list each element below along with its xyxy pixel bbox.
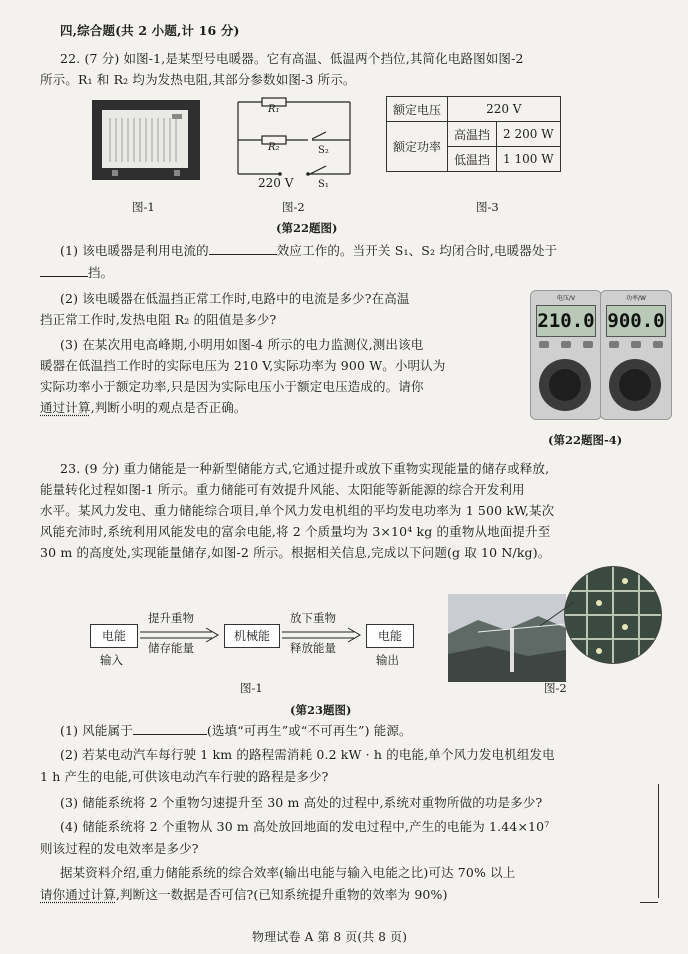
r1-label: R₁: [268, 104, 280, 115]
heater-photo: [92, 100, 200, 180]
page-footer: 物理试卷 A 第 8 页(共 8 页): [252, 930, 408, 944]
q22-part3-line4: [40, 399, 247, 417]
power-meter-reading: 900.0: [606, 305, 666, 337]
flow-arrow2-top: 放下重物: [290, 611, 336, 625]
high-gear-value: 2 200 W: [497, 122, 561, 147]
circuit-diagram: [230, 94, 360, 190]
q22-part3-emphasis: 通过计算: [40, 400, 91, 415]
q23-part4-line2: 则该过程的发电效率是多少?: [40, 841, 199, 856]
voltage-label: 220 V: [258, 176, 294, 190]
section-title: 四,综合题(共 2 小题,计 16 分): [60, 23, 240, 38]
q23-part5-line1: 据某资料介绍,重力储能系统的综合效率(输出电能与输入电能之比)可达 70% 以上: [60, 865, 516, 880]
q22-part1-text-a: (1) 该电暖器是利用电流的: [60, 243, 209, 258]
q23-stem-line4: 风能充沛时,系统利用风能发电的富余电能,将 2 个质量均为 3×10⁴ kg 的重物从地面提升至: [40, 524, 551, 539]
fig1-caption: 图-1: [132, 200, 155, 214]
q23-stem-line1: 23. (9 分) 重力储能是一种新型储能方式,它通过提升或放下重物实现能量的储存或释放,: [60, 461, 550, 476]
q23-stem-line2: 能量转化过程如图-1 所示。重力储能可有效提升风能、太阳能等新能源的综合开发利用: [40, 482, 525, 497]
flow-input-label: 输入: [100, 653, 123, 667]
flow-box-mechanical: 机械能: [224, 624, 280, 648]
low-gear-value: 1 100 W: [497, 147, 561, 172]
fig2-caption: 图-2: [282, 200, 305, 214]
q23-stem-line5: 30 m 的高度处,实现能量储存,如图-2 所示。根据相关信息,完成以下问题(g 取 10 N/kg)。: [40, 545, 551, 560]
answer-blank[interactable]: [209, 242, 277, 255]
answer-blank[interactable]: [133, 722, 207, 735]
high-gear-label: 高温挡: [448, 122, 497, 147]
q22-part3-line3: 实际功率小于额定功率,只是因为实际电压小于额定电压造成的。请你: [40, 379, 424, 394]
q22-part1-text-b: 效应工作的。当开关 S₁、S₂ 均闭合时,电暖器处于: [276, 243, 558, 258]
q23-part5-emphasis: 请你通过计算: [40, 887, 116, 902]
q23-part1-text-a: (1) 风能属于: [60, 723, 133, 738]
q23-part2-line2: 1 h 产生的电能,可供该电动汽车行驶的路程是多少?: [40, 769, 329, 784]
q22-part3-line2: 暖器在低温挡工作时的实际电压为 210 V,实际功率为 900 W。小明认为: [40, 358, 446, 373]
fig4-caption: (第22题图-4): [548, 433, 623, 447]
q22-part1: [60, 242, 557, 260]
flow-arrow2-bottom: 释放能量: [290, 641, 336, 655]
q23-part1-text-b: (选填“可再生”或“不可再生”) 能源。: [206, 723, 412, 738]
q22-stem-line1: 22. (7 分) 如图-1,是某型号电暖器。它有高温、低温两个挡位,其简化电路图如图-2: [60, 51, 524, 66]
q23-part5-line2: [40, 886, 448, 904]
q23-part3: (3) 储能系统将 2 个重物匀速提升至 30 m 高处的过程中,系统对重物所做的功是多少?: [60, 795, 543, 810]
flow-arrow1-top: 提升重物: [148, 611, 194, 625]
spec-table: [386, 96, 561, 172]
rated-voltage-label: 额定电压: [387, 97, 448, 122]
q22-stem-line2: 所示。R₁ 和 R₂ 均为发热电阻,其部分参数如图-3 所示。: [40, 72, 356, 87]
q22-part3-text: ,判断小明的观点是否正确。: [90, 400, 247, 415]
q23-part4-line1: (4) 储能系统将 2 个重物从 30 m 高处放回地面的发电过程中,产生的电能为 1.44×10⁷: [60, 819, 550, 834]
answer-blank[interactable]: [40, 264, 88, 277]
power-meter-label: 功率/W: [626, 295, 646, 302]
q22-part2-line2: 挡正常工作时,发热电阻 R₂ 的阻值是多少?: [40, 312, 277, 327]
flow-box-output: 电能: [366, 624, 414, 648]
flow-box-input: 电能: [90, 624, 138, 648]
q23-part5-text: ,判断这一数据是否可信?(已知系统提升重物的效率为 90%): [115, 887, 448, 902]
flow-output-label: 输出: [376, 653, 399, 667]
q23-fig2-caption: 图-2: [544, 681, 567, 695]
q23-fig1-caption: 图-1: [240, 681, 263, 695]
heater-grille-icon: [102, 110, 188, 168]
s1-label: S₁: [318, 179, 329, 190]
voltage-meter-reading: 210.0: [536, 305, 596, 337]
flow-arrow1-bottom: 储存能量: [148, 641, 194, 655]
q23-stem-line3: 水平。某风力发电、重力储能综合项目,单个风力发电机组的平均发电功率为 1 500 kW,某次: [40, 503, 555, 518]
margin-rule: [658, 784, 659, 898]
q23-part1: [60, 722, 412, 740]
fig3-caption: 图-3: [476, 200, 499, 214]
q22-part1-cont: [40, 264, 113, 282]
voltage-meter: [530, 290, 602, 420]
s2-label: S₂: [318, 145, 329, 156]
q22-figure-title: (第22题图): [276, 221, 338, 235]
rated-power-label: 额定功率: [387, 122, 448, 172]
q23-figure-title: (第23题图): [290, 703, 352, 717]
callout-line: [540, 600, 580, 630]
low-gear-label: 低温挡: [448, 147, 497, 172]
q23-part2-line1: (2) 若某电动汽车每行驶 1 km 的路程需消耗 0.2 kW · h 的电能,单个风力发电机组发电: [60, 747, 555, 762]
q22-part3-line1: (3) 在某次用电高峰期,小明用如图-4 所示的电力监测仪,测出该电: [60, 337, 424, 352]
voltage-meter-label: 电压/V: [556, 295, 576, 302]
margin-rule-end: [640, 902, 658, 903]
rated-voltage-value: 220 V: [448, 97, 561, 122]
q22-part2-line1: (2) 该电暖器在低温挡正常工作时,电路中的电流是多少?在高温: [60, 291, 410, 306]
r2-label: R₂: [268, 142, 280, 153]
power-meter: [600, 290, 672, 420]
q22-part1-text-c: 挡。: [88, 265, 114, 280]
